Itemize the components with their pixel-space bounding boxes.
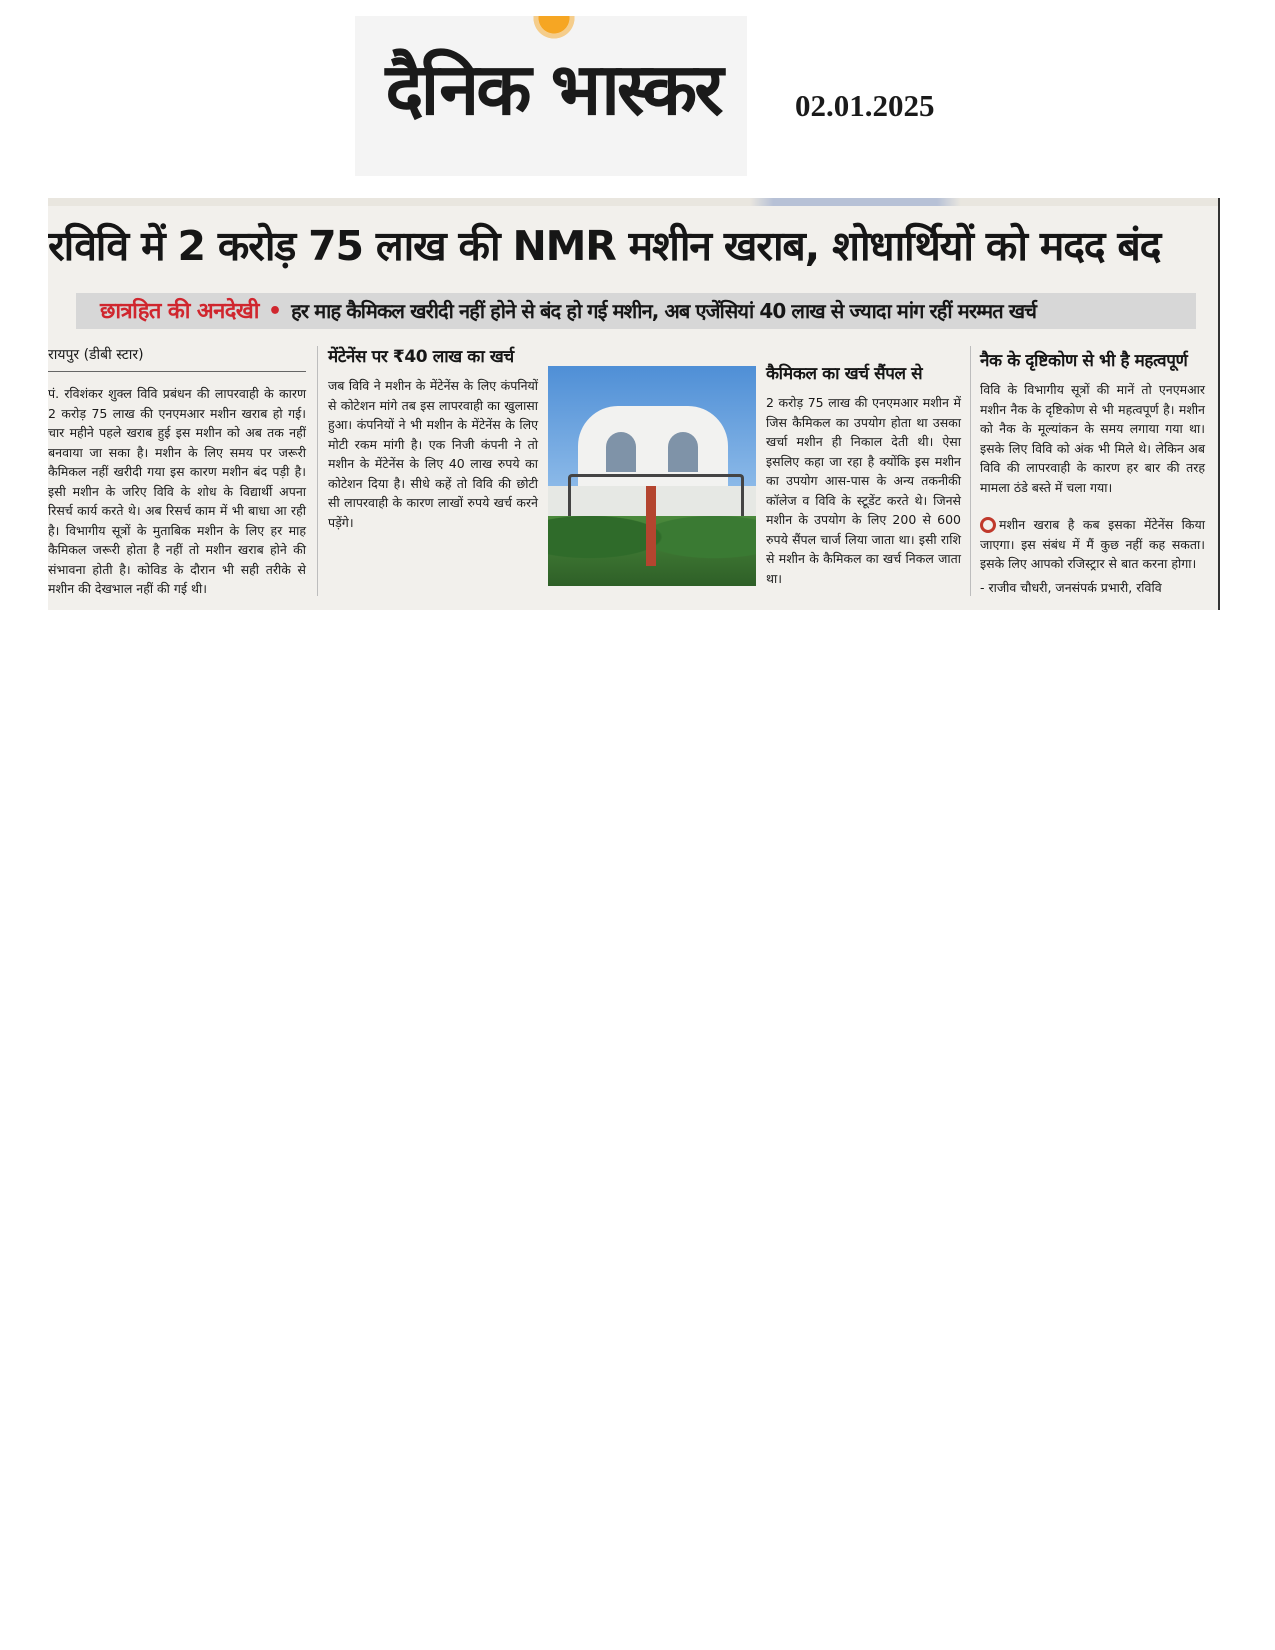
column-4-heading: नैक के दृष्टिकोण से भी है महत्वपूर्ण <box>980 351 1188 371</box>
column-2 <box>328 346 538 532</box>
news-clipping <box>48 198 1220 610</box>
column-rule <box>317 346 318 596</box>
newspaper-title: दैनिक भास्कर <box>385 47 721 131</box>
clip-top-edge <box>48 198 1218 206</box>
kicker: छात्रहित की अनदेखी <box>100 299 259 324</box>
column-1-text: पं. रविशंकर शुक्ल विवि प्रबंधन की लापरवाही के कारण 2 करोड़ 75 लाख की एनएमआर मशीन खराब हो गई। चार महीने पहले खराब हुई इस मशीन को अब तक नहीं बनवाया जा सका है। मशीन के लिए समय पर जरूरी कैमिकल नहीं खरीदी गया इस कारण मशीन बंद पड़ी है। इसी मशीन के जरिए विवि के शोध के विद्यार्थी अपना रिसर्च कार्य करते थे। अब रिसर्च काम में भी बाधा आ रही है। विभागीय सूत्रों के मुताबिक मशीन के लिए हर माह कैमिकल जरूरी होता है नहीं तो मशीन खराब होने की संभावना होती है। कोविड के दौरान भी सही तरीके से मशीन की देखभाल नहीं की गई थी। <box>48 386 306 596</box>
subheading-bar <box>76 293 1196 329</box>
column-2-text: जब विवि ने मशीन के मेंटेनेंस के लिए कंपनियों से कोटेशन मांगे तब इस लापरवाही का खुलासा हुआ। कंपनियों ने भी मशीन के मेंटेनेंस के लिए मोटी रकम मांगी है। एक निजी कंपनी ने तो मशीन के मेंटेनेंस के लिए 40 लाख रुपये का कोटेशन दिया है। सीधे कहें तो विवि की छोटी सी लापरवाही के कारण लाखों रुपये खर्च करने पड़ेंगे। <box>328 378 538 530</box>
quote-block <box>980 515 1205 597</box>
subheading: हर माह कैमिकल खरीदी नहीं होने से बंद हो गई मशीन, अब एजेंसियां 40 लाख से ज्यादा मांग रहीं मरम्मत खर्च <box>291 299 1037 323</box>
masthead <box>355 16 747 176</box>
campus-photo <box>548 366 756 586</box>
column-3-text: 2 करोड़ 75 लाख की एनएमआर मशीन में जिस कैमिकल का उपयोग होता था उसका खर्चा मशीन ही निकाल देती थी। ऐसा इसलिए कहा जा रहा है क्योंकि इस मशीन का उपयोग आस-पास के अन्य तकनीकी कॉलेज व विवि के स्टूडेंट करते थे। जिनसे मशीन के उपयोग के लिए 200 से 600 रुपये सैंपल चार्ज लिया जाता था। इसी राशि से मशीन के कैमिकल का खर्च निकल जाता था। <box>766 395 961 586</box>
kicker-bullet: • <box>268 299 283 324</box>
quote-credit: - राजीव चौधरी, जनसंपर्क प्रभारी, रविवि <box>980 579 1162 595</box>
photo-statue <box>646 486 656 566</box>
column-1 <box>48 384 306 599</box>
column-3-heading: कैमिकल का खर्च सैंपल से <box>766 364 923 384</box>
edition-date: 02.01.2025 <box>795 88 935 123</box>
headline: रविवि में 2 करोड़ 75 लाख की NMR मशीन खराब, शोधार्थियों को मदद बंद <box>48 222 1161 270</box>
dateline: रायपुर (डीबी स्टार) <box>48 345 306 372</box>
photo-arch <box>668 432 698 472</box>
column-3 <box>766 363 961 588</box>
quote-text: मशीन खराब है कब इसका मेंटेनेंस किया जाएगा। इस संबंध में मैं कुछ नहीं कह सकता। इसके लिए आपको रजिस्ट्रार से बात करना होगा। <box>980 517 1205 571</box>
column-2-heading: मेंटेनेंस पर ₹40 लाख का खर्च <box>328 347 514 367</box>
column-rule <box>970 346 971 596</box>
column-4 <box>980 350 1205 597</box>
photo-arch <box>606 432 636 472</box>
quote-icon <box>980 517 996 533</box>
column-4-text: विवि के विभागीय सूत्रों की मानें तो एनएमआर मशीन नैक के दृष्टिकोण से भी महत्वपूर्ण है। मशीन को नैक के मूल्यांकन के समय लगाया गया था। इसके लिए विवि को अंक भी मिले थे। लेकिन अब विवि की लापरवाही के कारण हर बार की तरह मामला ठंडे बस्ते में चला गया। <box>980 382 1205 495</box>
